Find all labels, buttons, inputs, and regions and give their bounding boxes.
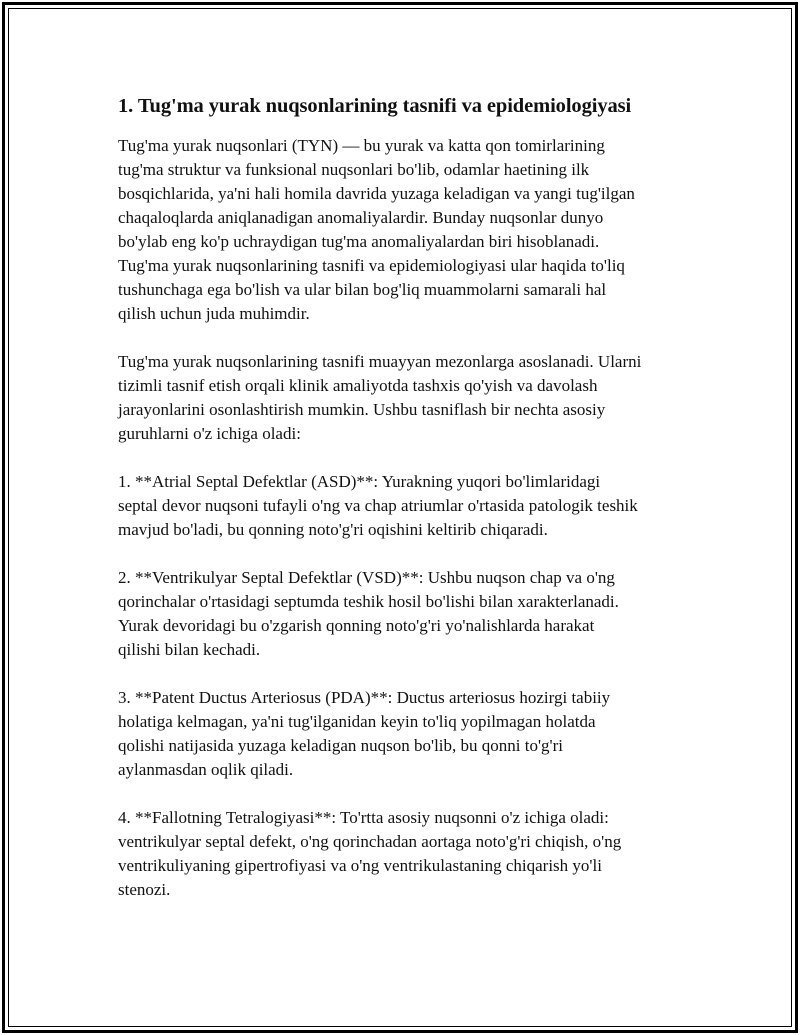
text-line: guruhlarni o'z ichiga oladi: <box>118 424 301 443</box>
text-line: 1. **Atrial Septal Defektlar (ASD)**: Yurakning yuqori bo'limlaridagi <box>118 472 601 491</box>
text-line: 2. **Ventrikulyar Septal Defektlar (VSD)**: Ushbu nuqson chap va o'ng <box>118 568 615 587</box>
text-line: qilish uchun juda muhimdir. <box>118 304 310 323</box>
text-line: 4. **Fallotning Tetralogiyasi**: To'rtta asosiy nuqsonni o'z ichiga oladi: <box>118 808 609 827</box>
section-heading: 1. Tug'ma yurak nuqsonlarining tasnifi va epidemiologiyasi <box>118 95 632 117</box>
text-line: tizimli tasnif etish orqali klinik amaliyotda tashxis qo'yish va davolash <box>118 376 598 395</box>
text-line: bosqichlarida, ya'ni hali homila davrida yuzaga keladigan va yangi tug'ilgan <box>118 184 635 203</box>
text-line: Tug'ma yurak nuqsonlarining tasnifi va epidemiologiyasi ular haqida to'liq <box>118 256 625 275</box>
document-body <box>118 88 698 902</box>
text-line: qolishi natijasida yuzaga keladigan nuqson bo'lib, bu qonni to'g'ri <box>118 736 563 755</box>
text-line: septal devor nuqsoni tufayli o'ng va chap atriumlar o'rtasida patologik teshik <box>118 496 638 515</box>
text-line: stenozi. <box>118 880 171 899</box>
text-line: bo'ylab eng ko'p uchraydigan tug'ma anomaliyalardan biri hisoblanadi. <box>118 232 600 251</box>
text-line: Tug'ma yurak nuqsonlarining tasnifi muayyan mezonlarga asoslanadi. Ularni <box>118 352 642 371</box>
text-line: holatiga kelmagan, ya'ni tug'ilganidan keyin to'liq yopilmagan holatda <box>118 712 596 731</box>
text-line: 3. **Patent Ductus Arteriosus (PDA)**: Ductus arteriosus hozirgi tabiiy <box>118 688 611 707</box>
text-line: chaqaloqlarda aniqlanadigan anomaliyalardir. Bunday nuqsonlar dunyo <box>118 208 604 227</box>
text-line: qorinchalar o'rtasidagi septumda teshik hosil bo'lishi bilan xarakterlanadi. <box>118 592 619 611</box>
text-line: Yurak devoridagi bu o'zgarish qonning noto'g'ri yo'nalishlarda harakat <box>118 616 595 635</box>
text-line: jarayonlarini osonlashtirish mumkin. Ushbu tasniflash bir nechta asosiy <box>118 400 606 419</box>
paragraph-intro <box>118 134 698 326</box>
text-line: Tug'ma yurak nuqsonlari (TYN) — bu yurak va katta qon tomirlarining <box>118 136 605 155</box>
text-line: aylanmasdan oqlik qiladi. <box>118 760 294 779</box>
text-line: ventrikulyar septal defekt, o'ng qorinchadan aortaga noto'g'ri chiqish, o'ng <box>118 832 622 851</box>
paragraph-classification <box>118 350 698 446</box>
list-item-pda <box>118 686 698 782</box>
text-line: tug'ma struktur va funksional nuqsonlari bo'lib, odamlar haetining ilk <box>118 160 590 179</box>
list-item-tetralogy <box>118 806 698 902</box>
text-line: mavjud bo'ladi, bu qonning noto'g'ri oqishini keltirib chiqaradi. <box>118 520 548 539</box>
list-item-vsd <box>118 566 698 662</box>
text-line: ventrikuliyaning gipertrofiyasi va o'ng ventrikulastaning chiqarish yo'li <box>118 856 602 875</box>
list-item-asd <box>118 470 698 542</box>
text-line: tushunchaga ega bo'lish va ular bilan bog'liq muammolarni samarali hal <box>118 280 607 299</box>
text-line: qilishi bilan kechadi. <box>118 640 261 659</box>
